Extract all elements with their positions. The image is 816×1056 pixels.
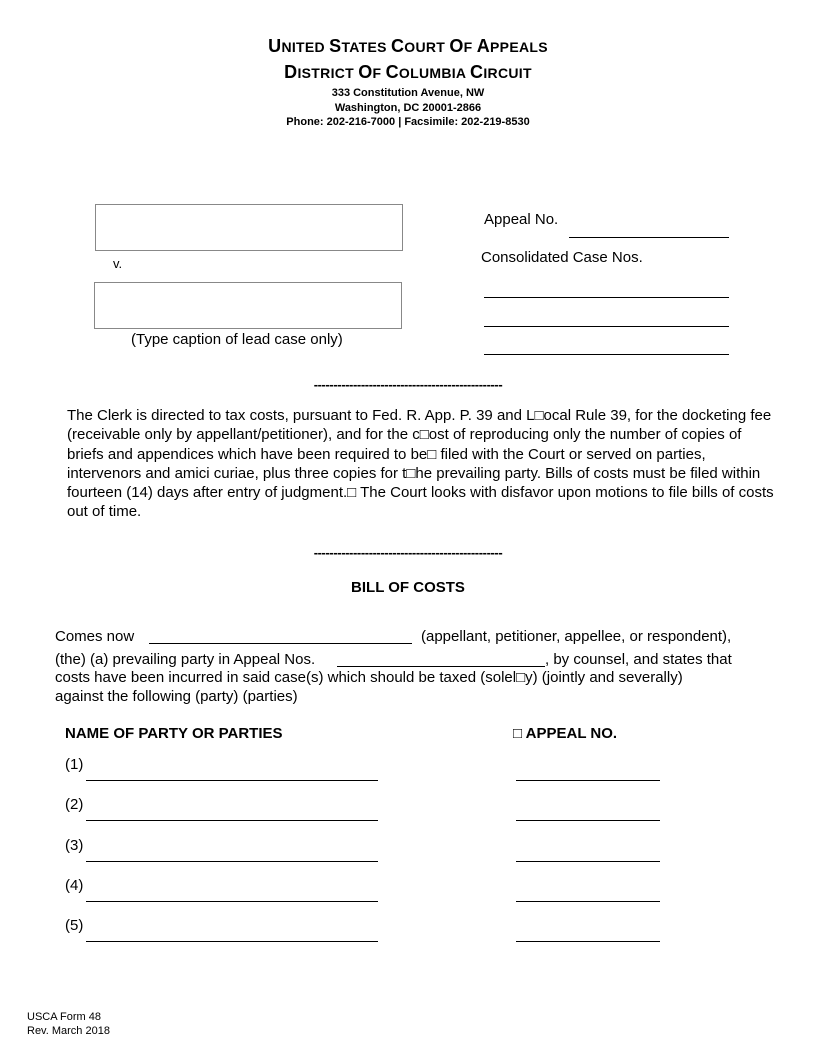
form-revision: Rev. March 2018 (27, 1025, 110, 1037)
party-name-field[interactable] (86, 820, 378, 821)
party-row-number: (2) (65, 796, 84, 814)
party-appeal-no-field[interactable] (516, 780, 660, 781)
party-appeal-no-field[interactable] (516, 861, 660, 862)
party-name-field[interactable] (86, 861, 378, 862)
party-row-number: (1) (65, 756, 84, 773)
caption-party-2-field[interactable] (94, 282, 402, 329)
appeal-no-header: □ APPEAL NO. (513, 725, 618, 742)
bill-title: BILL OF COSTS (351, 579, 465, 596)
court-city: Washington, DC 20001-2866 (334, 102, 482, 114)
consolidated-case-field-2[interactable] (484, 326, 729, 327)
separator-2: ------------------------------------------------ (313, 545, 503, 560)
party-roles-text: (appellant, petitioner, appellee, or respondent), (421, 628, 732, 645)
party-appeal-no-field[interactable] (516, 820, 660, 821)
versus-label: v. (113, 256, 123, 271)
by-counsel-text: , by counsel, and states that (545, 651, 732, 668)
party-name-field[interactable] (86, 780, 378, 781)
appeal-no-field[interactable] (569, 237, 729, 238)
taxed-text: costs have been incurred in said case(s) which should be taxed (solel□y) (jointly and severally) (55, 669, 683, 686)
appeal-no-label: Appeal No. (484, 211, 559, 228)
party-row-number: (5) (65, 917, 84, 935)
court-name: UNITED STATES COURT OF APPEALS (268, 36, 548, 56)
clerk-instructions: The Clerk is directed to tax costs, pursuant to Fed. R. App. P. 39 and L□ocal Rule 39, for the docketing fee (receivable only by appellant/petitioner), and for the c□ost of reproducing only the number of copies of briefs and appendices which have been required to be□ filed with the Court or served on parties, intervenors and amici curiae, plus three copies for t□he prevailing party. Bills of costs must be filed within fourteen (14) days after entry of judgment.□ The Court looks with disfavor upon motions to file bills of costs out of time. (67, 407, 774, 521)
party-name-field[interactable] (86, 941, 378, 942)
party-appeal-no-field[interactable] (516, 901, 660, 902)
caption-party-1-field[interactable] (95, 204, 403, 251)
party-name-field[interactable] (86, 901, 378, 902)
consolidated-case-field-1[interactable] (484, 297, 729, 298)
form-number: USCA Form 48 (27, 1011, 101, 1023)
party-row-number: (3) (65, 836, 84, 854)
consolidated-label: Consolidated Case Nos. (481, 249, 643, 266)
party-appeal-no-field[interactable] (516, 941, 660, 942)
caption-hint: (Type caption of lead case only) (131, 331, 343, 348)
against-text: against the following (party) (parties) (55, 688, 298, 705)
comes-now-label: Comes now (55, 628, 135, 645)
comes-now-party-field[interactable] (149, 643, 412, 644)
prevailing-party-label: (the) (a) prevailing party in Appeal Nos. (55, 651, 316, 668)
court-contact: Phone: 202-216-7000 | Facsimile: 202-219-8530 (286, 116, 530, 128)
separator-1: ------------------------------------------------ (313, 377, 503, 392)
consolidated-case-field-3[interactable] (484, 354, 729, 355)
party-row-number: (4) (65, 876, 84, 894)
circuit-name: DISTRICT OF COLUMBIA CIRCUIT (284, 62, 532, 82)
party-name-header: NAME OF PARTY OR PARTIES (65, 725, 283, 742)
court-address: 333 Constitution Avenue, NW (331, 87, 485, 99)
prevailing-appeal-nos-field[interactable] (337, 666, 545, 667)
